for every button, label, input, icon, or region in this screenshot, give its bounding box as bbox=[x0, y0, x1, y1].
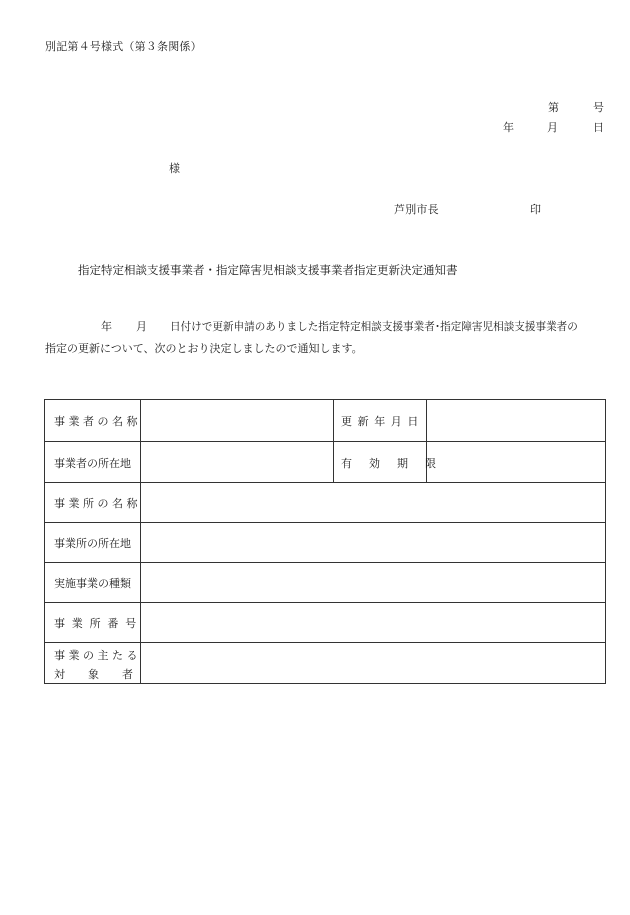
label-target-line1: 事業の主たる bbox=[54, 649, 141, 662]
value-operator-address[interactable] bbox=[141, 442, 333, 482]
label-operator-address: 事業者の所在地 bbox=[54, 457, 131, 470]
form-label: 別記第４号様式（第３条関係） bbox=[45, 40, 202, 53]
value-validity-period[interactable] bbox=[427, 442, 605, 482]
addressee-suffix: 様 bbox=[169, 162, 181, 175]
date-month-label: 月 bbox=[547, 121, 559, 134]
label-target-line2: 対象者 bbox=[54, 668, 156, 681]
document-title: 指定特定相談支援事業者・指定障害児相談支援事業者指定更新決定通知書 bbox=[78, 263, 458, 277]
label-validity-period: 有効期限 bbox=[341, 457, 453, 470]
value-office-number[interactable] bbox=[141, 603, 605, 642]
number-label-dai: 第 bbox=[548, 101, 560, 114]
label-office-name: 事業所の名称 bbox=[54, 497, 141, 510]
date-year-label: 年 bbox=[503, 121, 515, 134]
body-line1: 日付けで更新申請のありました指定特定相談支援事業者･指定障害児相談支援事業者の bbox=[170, 321, 578, 333]
value-office-name[interactable] bbox=[141, 483, 605, 522]
table-border-bottom bbox=[44, 683, 606, 684]
number-label-go: 号 bbox=[593, 101, 605, 114]
body-month: 月 bbox=[136, 320, 147, 333]
body-line2: 指定の更新について、次のとおり決定しましたので通知します。 bbox=[45, 342, 363, 355]
label-renewal-date: 更新年月日 bbox=[341, 415, 424, 428]
seal-mark: 印 bbox=[530, 203, 542, 216]
issuer: 芦別市長 bbox=[394, 203, 439, 216]
label-operator-name: 事業者の名称 bbox=[54, 415, 141, 428]
date-day-label: 日 bbox=[593, 121, 605, 134]
value-target[interactable] bbox=[141, 643, 605, 683]
body-year: 年 bbox=[101, 320, 112, 333]
value-office-address[interactable] bbox=[141, 523, 605, 562]
label-service-type: 実施事業の種類 bbox=[54, 577, 131, 590]
value-renewal-date[interactable] bbox=[427, 400, 605, 441]
value-service-type[interactable] bbox=[141, 563, 605, 602]
label-office-number: 事業所番号 bbox=[54, 617, 143, 630]
label-office-address: 事業所の所在地 bbox=[54, 537, 131, 550]
value-operator-name[interactable] bbox=[141, 400, 333, 441]
